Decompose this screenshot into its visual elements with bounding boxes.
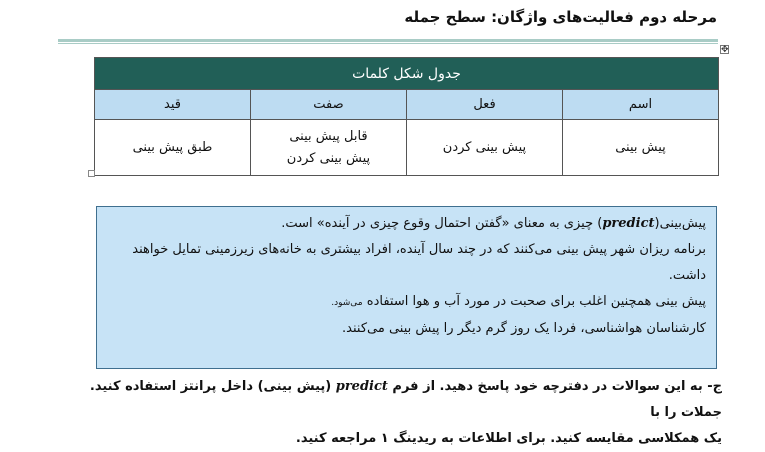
table-title: جدول شکل کلمات: [95, 58, 719, 90]
question-line-1: [46, 374, 722, 426]
example-sentence-1: برنامه ریزان شهر پیش بینی می‌کنند که در چند سال آینده، افراد بیشتری به خانه‌های زیرزمینی تمایل خواهند داشت.: [132, 242, 706, 283]
example-sentence-2: کارشناسان هواشناسی، فردا یک روز گرم دیگر را پیش بینی می‌کنند.: [342, 321, 706, 336]
question-line-2: یک همکلاسی مقایسه کنید. برای اطلاعات به ریدینگ ۱ مراجعه کنید.: [295, 431, 722, 446]
table-move-handle-icon[interactable]: ✥: [721, 45, 729, 55]
definition-textbox: [96, 206, 717, 369]
weather-note: [107, 289, 706, 316]
question-text-b: (پیش بینی) داخل پرانتز استفاده کنید. جملات را با: [89, 379, 722, 420]
cell-verb: پیش بینی کردن: [407, 120, 563, 176]
adjective-form-2: پیش بینی کردن: [286, 150, 371, 166]
question-instructions: [46, 374, 722, 452]
word-forms-table: [94, 57, 719, 176]
table-resize-handle[interactable]: [88, 170, 95, 177]
header-adverb: قید: [95, 90, 251, 120]
question-text-a: ج- به این سوالات در دفترچه خود پاسخ دهید. از فرم: [387, 379, 722, 394]
cell-adverb: طبق پیش بینی: [95, 120, 251, 176]
heading-divider-thin: [58, 43, 718, 44]
header-verb: فعل: [407, 90, 563, 120]
weather-note-small: می‌شود.: [331, 298, 363, 308]
definition-text-a: پیش‌بینی(: [654, 216, 706, 231]
adjective-form-1: قابل پیش بینی: [289, 128, 368, 144]
header-noun: اسم: [563, 90, 719, 120]
definition-text-b: ) چیزی به معنای «گفتن احتمال وقوع چیزی در آینده» است.: [281, 216, 603, 231]
question-english-word: predict: [335, 379, 388, 394]
weather-note-text: پیش بینی همچنین اغلب برای صحبت در مورد آب و هوا استفاده: [362, 294, 706, 309]
page-heading: مرحله دوم فعالیت‌های واژگان: سطح جمله: [404, 8, 717, 26]
cell-adjective: [251, 120, 407, 176]
definition-line: [107, 211, 706, 237]
definition-english-word: predict: [602, 216, 655, 231]
header-adjective: صفت: [251, 90, 407, 120]
heading-divider: [58, 39, 718, 42]
cell-noun: پیش بینی: [563, 120, 719, 176]
